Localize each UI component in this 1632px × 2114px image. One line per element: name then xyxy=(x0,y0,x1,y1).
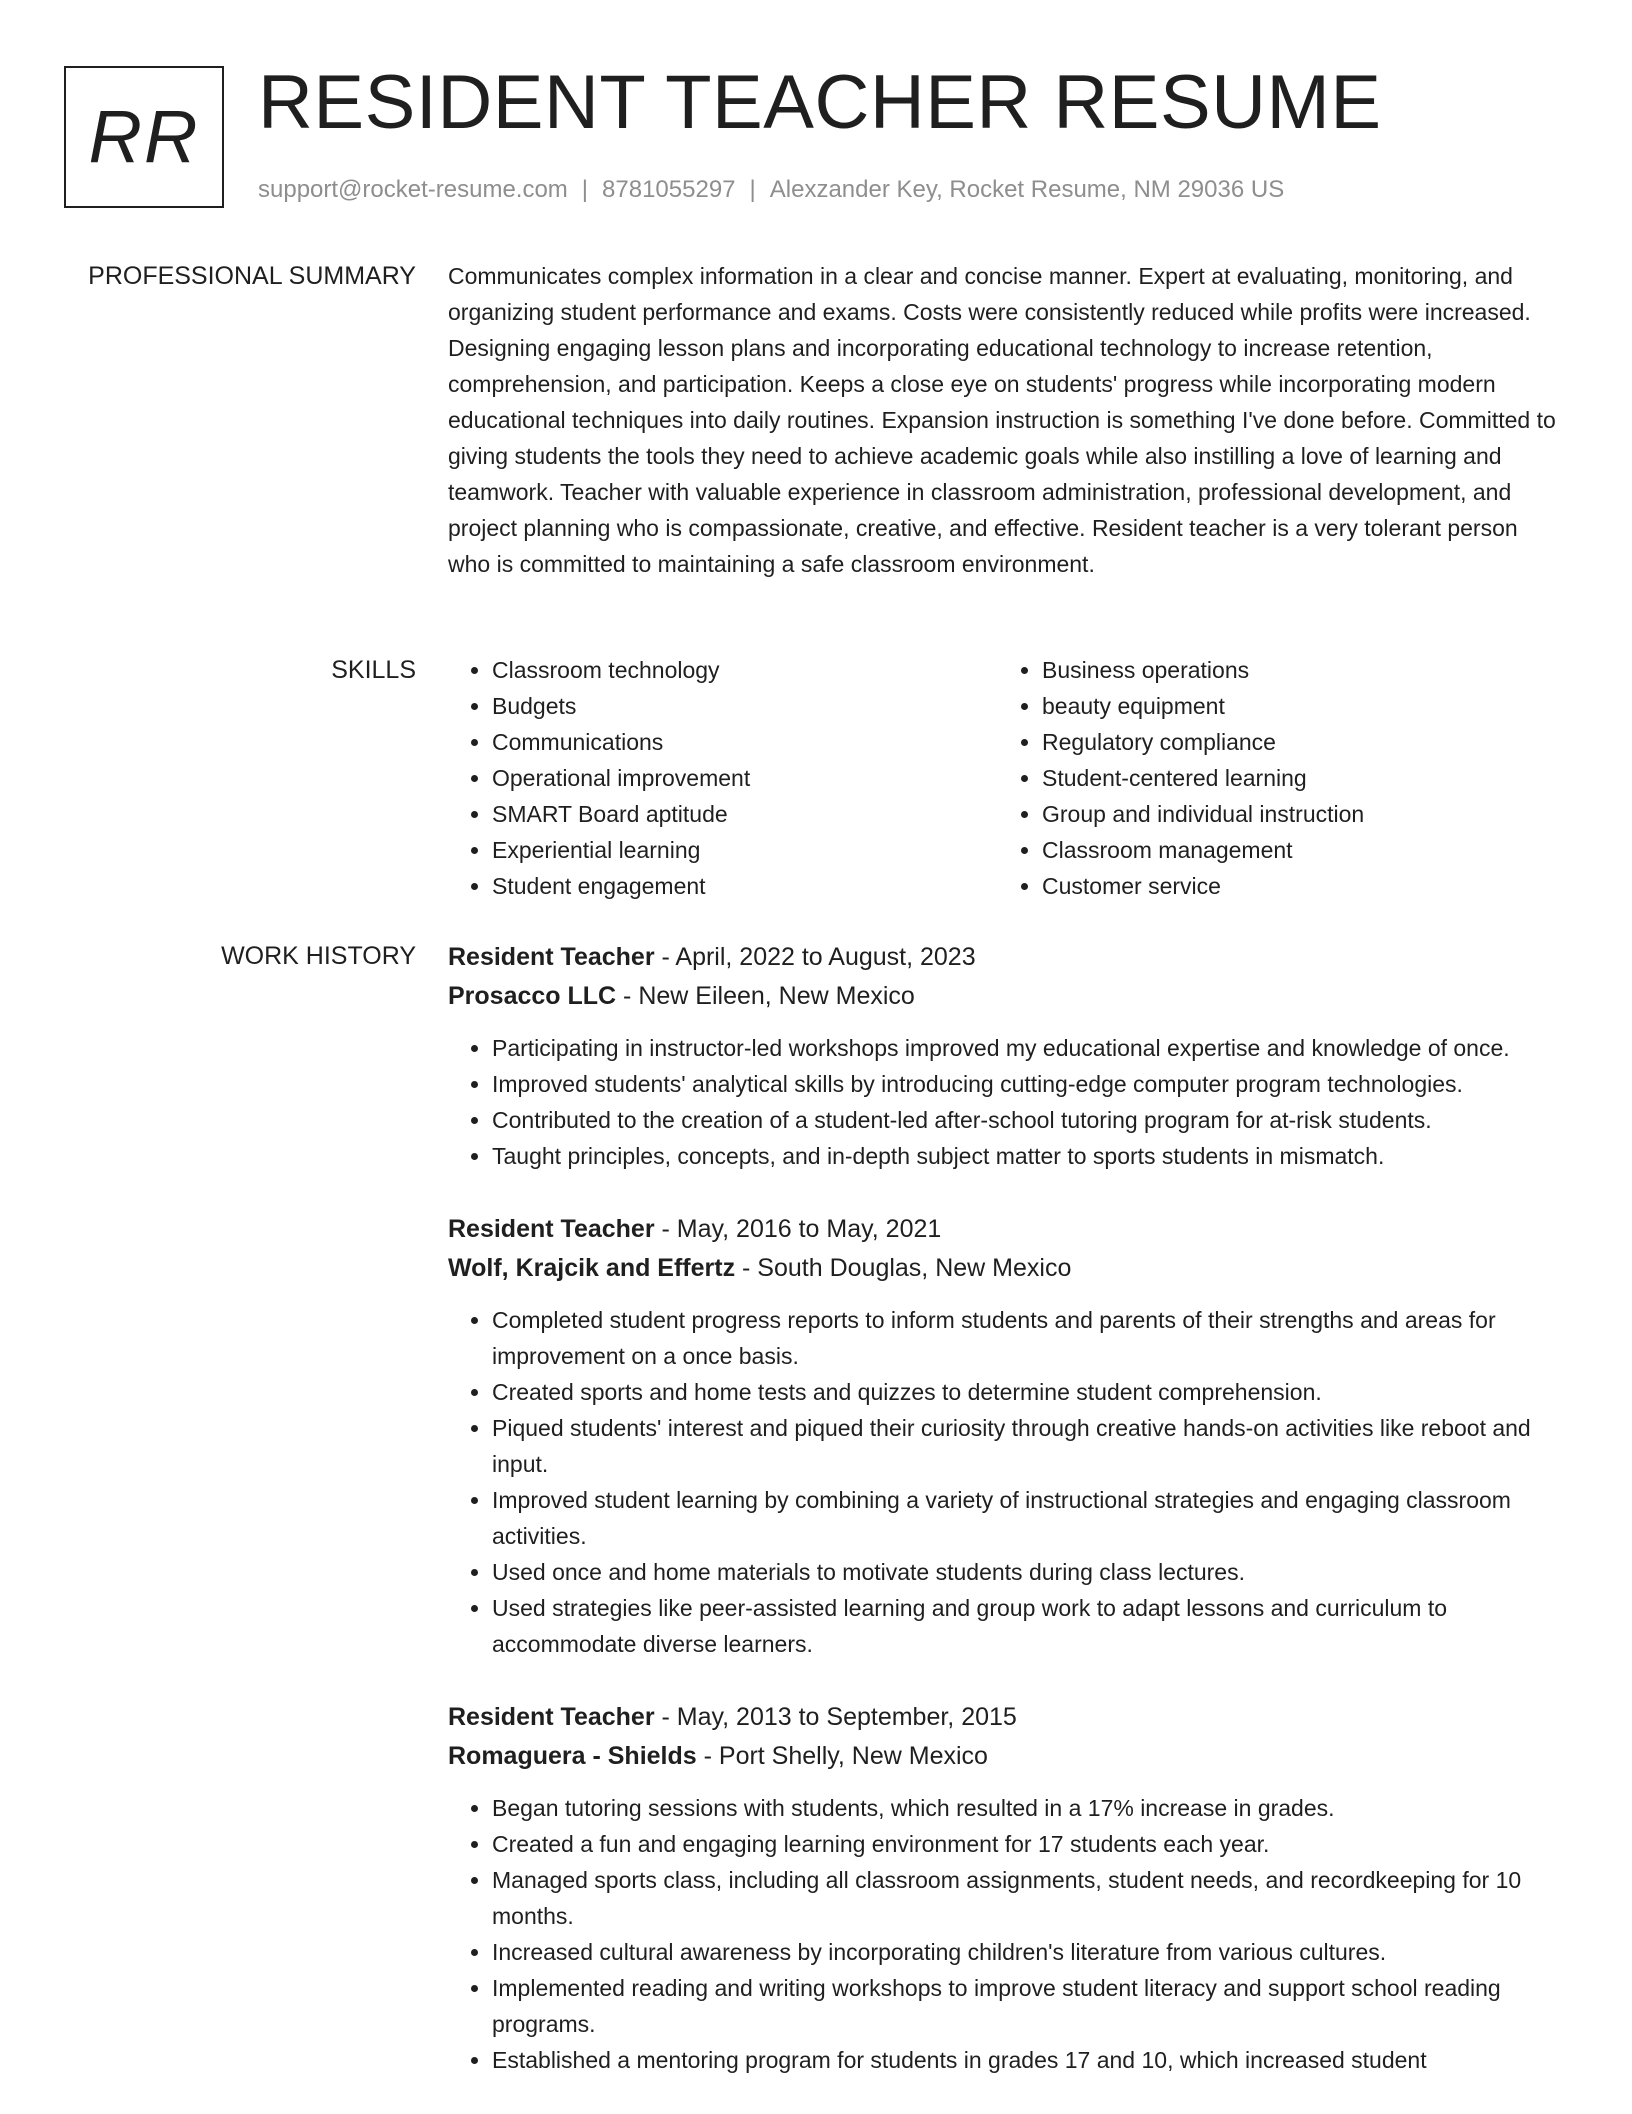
skill-item: • Operational improvement xyxy=(492,760,998,796)
job-company: Prosacco LLC xyxy=(448,982,617,1010)
job-bullet: • Completed student progress reports to inform students and parents of their strengths and areas for improvement on a once basis. xyxy=(492,1302,1558,1374)
job-bullets xyxy=(448,1790,1558,2078)
job-company: Wolf, Krajcik and Effertz xyxy=(448,1254,736,1282)
skill-item: • Budgets xyxy=(492,688,998,724)
skills-columns xyxy=(448,652,1558,904)
job-dates: - May, 2016 to May, 2021 xyxy=(654,1215,942,1243)
job-bullets xyxy=(448,1030,1558,1174)
contact-line xyxy=(258,174,1284,206)
job-bullet: • Created a fun and engaging learning environment for 17 students each year. xyxy=(492,1826,1558,1862)
job-bullet: • Began tutoring sessions with students, which resulted in a 17% increase in grades. xyxy=(492,1790,1558,1826)
job-location: - South Douglas, New Mexico xyxy=(735,1254,1072,1282)
skill-item: • Experiential learning xyxy=(492,832,998,868)
skill-item: • Regulatory compliance xyxy=(1042,724,1548,760)
skill-item: • Classroom technology xyxy=(492,652,998,688)
job-bullet: • Used strategies like peer-assisted learning and group work to adapt lessons and curriculum to accommodate diverse learners. xyxy=(492,1590,1558,1662)
job-bullet: • Used once and home materials to motivate students during class lectures. xyxy=(492,1554,1558,1590)
job-title-line xyxy=(448,1698,1558,1737)
job-bullets xyxy=(448,1302,1558,1662)
job-title: Resident Teacher xyxy=(448,943,655,971)
skill-item: • Student-centered learning xyxy=(1042,760,1548,796)
job-title: Resident Teacher xyxy=(448,1703,655,1731)
job-entry xyxy=(448,1698,1558,2078)
job-bullet: • Established a mentoring program for students in grades 17 and 10, which increased student xyxy=(492,2042,1558,2078)
job-bullet: • Created sports and home tests and quizzes to determine student comprehension. xyxy=(492,1374,1558,1410)
monogram-initials: RR xyxy=(88,95,200,178)
contact-separator: | xyxy=(749,176,756,203)
skill-item: • Business operations xyxy=(1042,652,1548,688)
work-history-body xyxy=(448,938,1558,2114)
job-location: - New Eileen, New Mexico xyxy=(616,982,915,1010)
skill-item: • SMART Board aptitude xyxy=(492,796,998,832)
job-company: Romaguera - Shields xyxy=(448,1742,697,1770)
job-bullet: • Piqued students' interest and piqued their curiosity through creative hands-on activities like reboot and input. xyxy=(492,1410,1558,1482)
skills-label: SKILLS xyxy=(331,656,416,684)
job-company-line xyxy=(448,1249,1558,1288)
job-dates: - May, 2013 to September, 2015 xyxy=(654,1703,1017,1731)
summary-text: Communicates complex information in a clear and concise manner. Expert at evaluating, monitoring, and organizing student performance and exams. Costs were consistently reduced while profits were increased. Designing engaging lesson plans and incorporating educational technology to increase retention, comprehension, and participation. Keeps a close eye on students' progress while incorporating modern educational techniques into daily routines. Expansion instruction is something I've done before. Committed to giving students the tools they need to achieve academic goals while also instilling a love of learning and teamwork. Teacher with valuable experience in classroom administration, professional development, and project planning who is compassionate, creative, and effective. Resident teacher is a very tolerant person who is committed to maintaining a safe classroom environment. xyxy=(448,263,1556,577)
job-entry xyxy=(448,1210,1558,1662)
job-bullet: • Contributed to the creation of a student-led after-school tutoring program for at-risk students. xyxy=(492,1102,1558,1138)
skill-item: • Classroom management xyxy=(1042,832,1548,868)
job-location: - Port Shelly, New Mexico xyxy=(696,1742,988,1770)
work-history-label: WORK HISTORY xyxy=(221,942,416,970)
contact-address: Alexzander Key, Rocket Resume, NM 29036 US xyxy=(769,176,1285,203)
job-company-line xyxy=(448,1737,1558,1776)
summary-label: PROFESSIONAL SUMMARY xyxy=(88,262,416,290)
contact-email: support@rocket-resume.com xyxy=(258,176,568,203)
contact-separator: | xyxy=(581,176,589,203)
skills-body xyxy=(448,652,1558,904)
job-entry xyxy=(448,938,1558,1174)
job-bullet: • Managed sports class, including all classroom assignments, student needs, and recordkeeping for 10 months. xyxy=(492,1862,1558,1934)
skill-item: • Communications xyxy=(492,724,998,760)
skill-item: • Student engagement xyxy=(492,868,998,904)
job-bullet: • Taught principles, concepts, and in-depth subject matter to sports students in mismatch. xyxy=(492,1138,1558,1174)
job-title-line xyxy=(448,938,1558,977)
job-bullet: • Participating in instructor-led workshops improved my educational expertise and knowledge of once. xyxy=(492,1030,1558,1066)
job-bullet: • Increased cultural awareness by incorporating children's literature from various cultures. xyxy=(492,1934,1558,1970)
job-title-line xyxy=(448,1210,1558,1249)
job-bullet: • Improved students' analytical skills by introducing cutting-edge computer program technologies. xyxy=(492,1066,1558,1102)
skills-list-left xyxy=(448,652,998,904)
skill-item: • beauty equipment xyxy=(1042,688,1548,724)
contact-phone: 8781055297 xyxy=(602,176,736,203)
monogram-badge xyxy=(64,66,224,208)
summary-body xyxy=(448,258,1558,582)
skill-item: • Group and individual instruction xyxy=(1042,796,1548,832)
job-dates: - April, 2022 to August, 2023 xyxy=(654,943,976,971)
skills-list-right xyxy=(998,652,1548,904)
skill-item: • Customer service xyxy=(1042,868,1548,904)
page-title: RESIDENT TEACHER RESUME xyxy=(258,60,1382,145)
job-title: Resident Teacher xyxy=(448,1215,655,1243)
job-bullet: • Improved student learning by combining a variety of instructional strategies and engaging classroom activities. xyxy=(492,1482,1558,1554)
job-bullet: • Implemented reading and writing workshops to improve student literacy and support school reading programs. xyxy=(492,1970,1558,2042)
job-company-line xyxy=(448,977,1558,1016)
